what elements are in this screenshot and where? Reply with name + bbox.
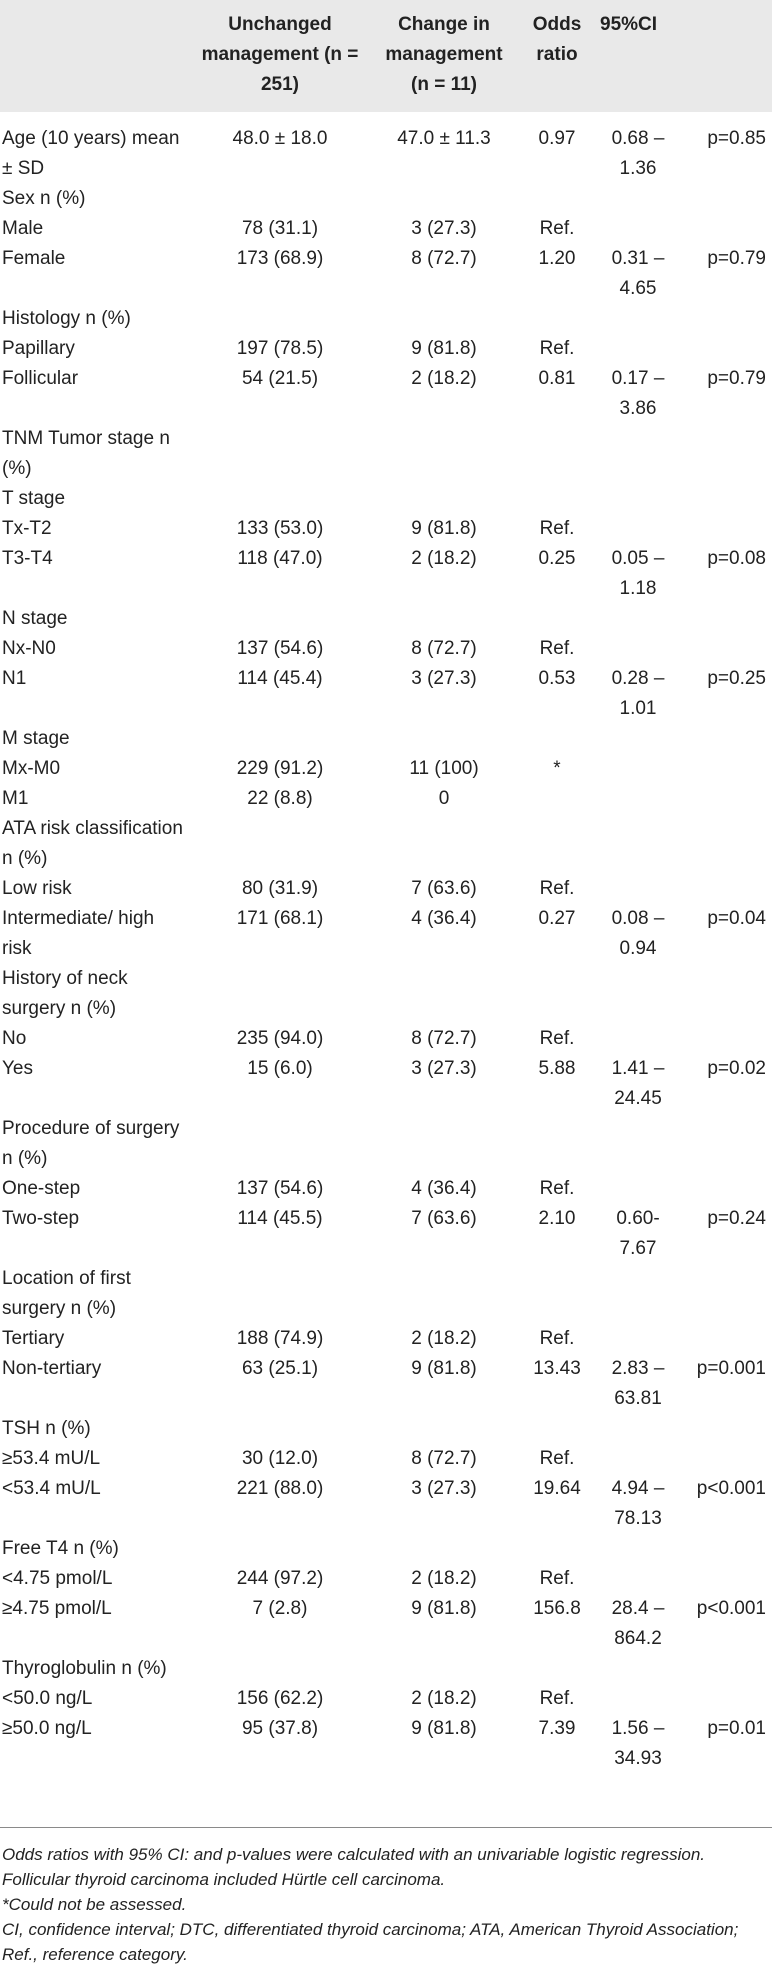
change-cell: 2 (18.2) [411, 1328, 477, 1349]
odds-ratio-cell [518, 1534, 596, 1564]
change-cell: 8 (72.7) [411, 1448, 477, 1469]
header-cell-change: Change in management (n = 11) [385, 14, 503, 95]
header-cell-pvalue [680, 0, 772, 112]
unchanged-cell: 235 (94.0) [236, 1028, 324, 1049]
row-label: Free T4 n (%) [2, 1538, 119, 1559]
odds-ratio-cell: Ref. [539, 1448, 575, 1469]
odds-ratio-cell: 156.8 [533, 1598, 581, 1619]
change-cell: 9 (81.8) [411, 338, 477, 359]
odds-ratio-cell [518, 604, 596, 634]
table-row [0, 1054, 772, 1114]
ci-cell [596, 484, 680, 514]
table-row [0, 1444, 772, 1474]
table-row [0, 784, 772, 814]
pvalue-cell [680, 1024, 772, 1054]
pvalue-cell [680, 214, 772, 244]
row-label: Low risk [2, 878, 72, 899]
pvalue-cell [680, 304, 772, 334]
change-cell: 4 (36.4) [411, 1178, 477, 1199]
table-row [0, 112, 772, 184]
odds-ratio-cell: Ref. [539, 518, 575, 539]
unchanged-cell [190, 424, 370, 484]
ci-cell: 0.05 – 1.18 [611, 548, 665, 599]
change-cell [370, 1114, 518, 1174]
ci-cell: 0.68 – 1.36 [611, 128, 665, 179]
odds-ratio-cell: 0.27 [538, 908, 576, 929]
ci-cell [596, 514, 680, 544]
table-row [0, 1204, 772, 1264]
pvalue-cell: p=0.79 [707, 248, 766, 269]
unchanged-cell [190, 184, 370, 214]
odds-ratio-cell: 0.25 [538, 548, 576, 569]
row-label: Papillary [2, 338, 75, 359]
pvalue-cell [680, 1324, 772, 1354]
pvalue-cell [680, 1564, 772, 1594]
pvalue-cell [680, 1114, 772, 1174]
pvalue-cell [680, 814, 772, 874]
unchanged-cell: 118 (47.0) [237, 548, 323, 569]
row-label: Nx-N0 [2, 638, 56, 659]
unchanged-cell: 173 (68.9) [236, 248, 324, 269]
change-cell: 4 (36.4) [411, 908, 477, 929]
row-label: ATA risk classification n (%) [2, 818, 183, 869]
table-row [0, 664, 772, 724]
change-cell: 3 (27.3) [411, 1478, 477, 1499]
change-cell [370, 424, 518, 484]
header-cell-unchanged: Unchanged management (n = 251) [201, 14, 359, 95]
pvalue-cell: p=0.24 [707, 1208, 766, 1229]
change-cell: 2 (18.2) [411, 1688, 477, 1709]
odds-ratio-cell [518, 484, 596, 514]
row-label: ≥4.75 pmol/L [2, 1598, 112, 1619]
pvalue-cell [680, 724, 772, 754]
odds-ratio-cell [518, 784, 596, 814]
change-cell: 11 (100) [409, 758, 479, 779]
unchanged-cell: 95 (37.8) [241, 1718, 319, 1739]
table-row [0, 1714, 772, 1774]
pvalue-cell: p=0.85 [707, 128, 766, 149]
pvalue-cell: p=0.04 [707, 908, 766, 929]
ci-cell [596, 1024, 680, 1054]
table-row [0, 1174, 772, 1204]
ci-cell [596, 1444, 680, 1474]
ci-cell [596, 1114, 680, 1174]
ci-cell [596, 784, 680, 814]
table-row [0, 964, 772, 1024]
ci-cell [596, 334, 680, 364]
row-label: M1 [2, 788, 29, 809]
ci-cell [596, 754, 680, 784]
row-label: Intermediate/ high risk [2, 908, 155, 959]
footnote-abbreviations: CI, confidence interval; DTC, differentiated thyroid carcinoma; ATA, American Thyroid Association; Ref., reference category. [2, 1920, 739, 1964]
odds-ratio-cell [518, 1654, 596, 1684]
unchanged-cell: 22 (8.8) [247, 788, 313, 809]
row-label: Tx-T2 [2, 518, 52, 539]
row-label: N stage [2, 608, 68, 629]
row-label: <53.4 mU/L [2, 1478, 101, 1499]
row-label: T stage [2, 488, 66, 509]
odds-ratio-cell [518, 424, 596, 484]
unchanged-cell [190, 1114, 370, 1174]
odds-ratio-cell: 0.81 [538, 368, 576, 389]
unchanged-cell: 63 (25.1) [241, 1358, 319, 1379]
row-label: Age (10 years) mean ± SD [2, 128, 180, 179]
table-row [0, 814, 772, 874]
unchanged-cell: 156 (62.2) [236, 1688, 324, 1709]
table-row [0, 634, 772, 664]
row-label: TSH n (%) [2, 1418, 91, 1439]
row-label: N1 [2, 668, 27, 689]
ci-cell [596, 184, 680, 214]
table-row [0, 1024, 772, 1054]
change-cell: 7 (63.6) [411, 1208, 477, 1229]
odds-ratio-cell: 0.97 [538, 128, 576, 149]
row-label: ≥50.0 ng/L [2, 1718, 92, 1739]
ci-cell [596, 304, 680, 334]
unchanged-cell: 7 (2.8) [252, 1598, 308, 1619]
pvalue-cell: p=0.01 [707, 1718, 766, 1739]
change-cell [370, 304, 518, 334]
ci-cell: 0.60- 7.67 [616, 1208, 660, 1259]
odds-ratio-cell: 19.64 [533, 1478, 581, 1499]
change-cell [370, 1654, 518, 1684]
pvalue-cell [680, 184, 772, 214]
row-label: Non-tertiary [2, 1358, 102, 1379]
row-label: One-step [2, 1178, 81, 1199]
row-label: Follicular [2, 368, 79, 389]
pvalue-cell [680, 604, 772, 634]
row-label: T3-T4 [2, 548, 53, 569]
pvalue-cell [680, 1684, 772, 1714]
ci-cell: 1.56 – 34.93 [611, 1718, 665, 1769]
row-label: Location of first surgery n (%) [2, 1268, 131, 1319]
change-cell [370, 484, 518, 514]
table-row [0, 1654, 772, 1684]
pvalue-cell [680, 1264, 772, 1324]
change-cell: 3 (27.3) [411, 218, 477, 239]
unchanged-cell: 221 (88.0) [236, 1478, 324, 1499]
row-label: Mx-M0 [2, 758, 61, 779]
ci-cell [596, 214, 680, 244]
pvalue-cell [680, 784, 772, 814]
table-row [0, 364, 772, 424]
unchanged-cell: 171 (68.1) [236, 908, 324, 929]
table-row [0, 514, 772, 544]
ci-cell [596, 634, 680, 664]
table-row [0, 1324, 772, 1354]
unchanged-cell: 188 (74.9) [236, 1328, 324, 1349]
row-label: Procedure of surgery n (%) [2, 1118, 180, 1169]
ci-cell [596, 424, 680, 484]
odds-ratio-cell [518, 184, 596, 214]
ci-cell [596, 1684, 680, 1714]
change-cell: 8 (72.7) [411, 1028, 477, 1049]
pvalue-cell [680, 424, 772, 484]
row-label: Tertiary [2, 1328, 65, 1349]
change-cell: 2 (18.2) [411, 1568, 477, 1589]
unchanged-cell [190, 1534, 370, 1564]
ci-cell [596, 1264, 680, 1324]
table-body [0, 112, 772, 1774]
odds-ratio-cell: Ref. [539, 1178, 575, 1199]
table-row [0, 214, 772, 244]
unchanged-cell [190, 1414, 370, 1444]
ci-cell [596, 964, 680, 1024]
change-cell: 2 (18.2) [411, 368, 477, 389]
unchanged-cell: 15 (6.0) [247, 1058, 313, 1079]
row-label: Thyroglobulin n (%) [2, 1658, 167, 1679]
unchanged-cell: 114 (45.4) [237, 668, 323, 689]
table-header [0, 0, 772, 112]
change-cell [370, 1414, 518, 1444]
row-label: Male [2, 218, 44, 239]
ci-cell [596, 1534, 680, 1564]
header-row [0, 0, 772, 112]
change-cell: 0 [438, 788, 450, 809]
unchanged-cell: 137 (54.6) [236, 1178, 324, 1199]
pvalue-cell: p=0.08 [707, 548, 766, 569]
pvalue-cell [680, 964, 772, 1024]
table-row [0, 1564, 772, 1594]
change-cell [370, 964, 518, 1024]
table-row [0, 874, 772, 904]
unchanged-cell [190, 814, 370, 874]
ci-cell [596, 1564, 680, 1594]
odds-ratio-cell: 2.10 [538, 1208, 576, 1229]
unchanged-cell: 78 (31.1) [241, 218, 319, 239]
table-row [0, 724, 772, 754]
row-label: Sex n (%) [2, 188, 86, 209]
ci-cell: 4.94 – 78.13 [611, 1478, 665, 1529]
footnote-asterisk: *Could not be assessed. [2, 1895, 187, 1914]
odds-ratio-cell [518, 724, 596, 754]
change-cell [370, 1264, 518, 1324]
ci-cell [596, 1174, 680, 1204]
change-cell: 2 (18.2) [411, 548, 477, 569]
odds-ratio-cell: Ref. [539, 218, 575, 239]
row-label: ≥53.4 mU/L [2, 1448, 101, 1469]
ci-cell [596, 604, 680, 634]
odds-ratio-cell [518, 304, 596, 334]
table-row [0, 304, 772, 334]
odds-ratio-cell: 13.43 [533, 1358, 581, 1379]
row-label: M stage [2, 728, 70, 749]
unchanged-cell: 48.0 ± 18.0 [232, 128, 328, 149]
unchanged-cell: 80 (31.9) [241, 878, 319, 899]
table-row [0, 754, 772, 784]
odds-ratio-cell: Ref. [539, 638, 575, 659]
row-label: No [2, 1028, 27, 1049]
ci-cell [596, 814, 680, 874]
odds-ratio-cell: 0.53 [538, 668, 576, 689]
header-cell-odds-ratio: Odds ratio [532, 14, 582, 65]
header-cell-ci: 95%CI [600, 14, 658, 35]
table-row [0, 484, 772, 514]
change-cell: 7 (63.6) [411, 878, 477, 899]
pvalue-cell [680, 334, 772, 364]
row-label: TNM Tumor stage n (%) [2, 428, 170, 479]
change-cell [370, 604, 518, 634]
ci-cell: 28.4 – 864.2 [611, 1598, 665, 1649]
unchanged-cell [190, 604, 370, 634]
ci-cell: 0.28 – 1.01 [611, 668, 665, 719]
table-row [0, 1474, 772, 1534]
odds-ratio-cell [518, 814, 596, 874]
header-cell-variable [0, 0, 190, 112]
change-cell: 9 (81.8) [411, 1598, 477, 1619]
ci-cell: 0.08 – 0.94 [611, 908, 665, 959]
unchanged-cell: 244 (97.2) [236, 1568, 324, 1589]
table-row [0, 334, 772, 364]
footnote-method: Odds ratios with 95% CI: and p-values were calculated with an univariable logistic regression. Follicular thyroid carcinoma included Hürtle cell carcinoma. [2, 1845, 706, 1889]
table-row [0, 1114, 772, 1174]
ci-cell: 2.83 – 63.81 [611, 1358, 665, 1409]
row-label: <4.75 pmol/L [2, 1568, 113, 1589]
pvalue-cell: p=0.25 [707, 668, 766, 689]
odds-ratio-cell: Ref. [539, 1688, 575, 1709]
ci-cell: 0.31 – 4.65 [611, 248, 665, 299]
table-row [0, 1594, 772, 1654]
ci-cell: 0.17 – 3.86 [611, 368, 665, 419]
pvalue-cell: p=0.79 [707, 368, 766, 389]
pvalue-cell [680, 1174, 772, 1204]
table-row [0, 1264, 772, 1324]
change-cell [370, 184, 518, 214]
unchanged-cell [190, 1654, 370, 1684]
table-footnotes [0, 1827, 772, 1967]
odds-ratio-cell: Ref. [539, 1328, 575, 1349]
pvalue-cell [680, 1534, 772, 1564]
odds-ratio-cell: * [553, 758, 561, 779]
row-label: <50.0 ng/L [2, 1688, 93, 1709]
table-row [0, 544, 772, 604]
table-row [0, 604, 772, 634]
unchanged-cell: 133 (53.0) [236, 518, 324, 539]
change-cell: 9 (81.8) [411, 1718, 477, 1739]
unchanged-cell: 114 (45.5) [237, 1208, 323, 1229]
unchanged-cell: 229 (91.2) [236, 758, 324, 779]
change-cell: 9 (81.8) [411, 518, 477, 539]
table-row [0, 184, 772, 214]
table-row [0, 424, 772, 484]
odds-ratio-cell [518, 1114, 596, 1174]
pvalue-cell: p<0.001 [696, 1598, 766, 1619]
row-label: History of neck surgery n (%) [2, 968, 128, 1019]
table-row [0, 244, 772, 304]
ci-cell [596, 874, 680, 904]
table-row [0, 1534, 772, 1564]
pvalue-cell [680, 634, 772, 664]
pvalue-cell [680, 874, 772, 904]
row-label: Yes [2, 1058, 33, 1079]
pvalue-cell: p=0.001 [696, 1358, 766, 1379]
unchanged-cell [190, 964, 370, 1024]
row-label: Female [2, 248, 66, 269]
change-cell: 8 (72.7) [411, 248, 477, 269]
change-cell: 9 (81.8) [411, 1358, 477, 1379]
change-cell: 3 (27.3) [411, 1058, 477, 1079]
pvalue-cell [680, 1654, 772, 1684]
change-cell [370, 724, 518, 754]
odds-ratio-cell: Ref. [539, 878, 575, 899]
ci-cell [596, 1324, 680, 1354]
pvalue-cell: p=0.02 [707, 1058, 766, 1079]
ci-cell [596, 724, 680, 754]
pvalue-cell [680, 1444, 772, 1474]
row-label: Two-step [2, 1208, 80, 1229]
pvalue-cell [680, 1414, 772, 1444]
row-label: Histology n (%) [2, 308, 131, 329]
change-cell: 3 (27.3) [411, 668, 477, 689]
pvalue-cell [680, 754, 772, 784]
change-cell: 47.0 ± 11.3 [397, 128, 491, 149]
unchanged-cell: 30 (12.0) [241, 1448, 319, 1469]
odds-ratio-cell: Ref. [539, 1568, 575, 1589]
odds-ratio-cell: 5.88 [538, 1058, 576, 1079]
ci-cell [596, 1414, 680, 1444]
odds-ratio-cell: 7.39 [538, 1718, 576, 1739]
odds-ratio-cell: 1.20 [538, 248, 576, 269]
table-row [0, 1354, 772, 1414]
change-cell [370, 814, 518, 874]
change-cell: 8 (72.7) [411, 638, 477, 659]
unchanged-cell [190, 724, 370, 754]
unchanged-cell: 137 (54.6) [236, 638, 324, 659]
unchanged-cell: 197 (78.5) [236, 338, 324, 359]
unchanged-cell [190, 304, 370, 334]
pvalue-cell [680, 484, 772, 514]
odds-ratio-cell [518, 1414, 596, 1444]
change-cell [370, 1534, 518, 1564]
pvalue-cell: p<0.001 [696, 1478, 766, 1499]
ci-cell: 1.41 – 24.45 [611, 1058, 665, 1109]
odds-ratio-cell: Ref. [539, 1028, 575, 1049]
table-row [0, 1684, 772, 1714]
pvalue-cell [680, 514, 772, 544]
ci-cell [596, 1654, 680, 1684]
odds-ratio-cell [518, 964, 596, 1024]
unchanged-cell: 54 (21.5) [241, 368, 319, 389]
odds-ratio-cell [518, 1264, 596, 1324]
odds-ratio-cell: Ref. [539, 338, 575, 359]
table-row [0, 1414, 772, 1444]
unchanged-cell [190, 1264, 370, 1324]
table-row [0, 904, 772, 964]
unchanged-cell [190, 484, 370, 514]
